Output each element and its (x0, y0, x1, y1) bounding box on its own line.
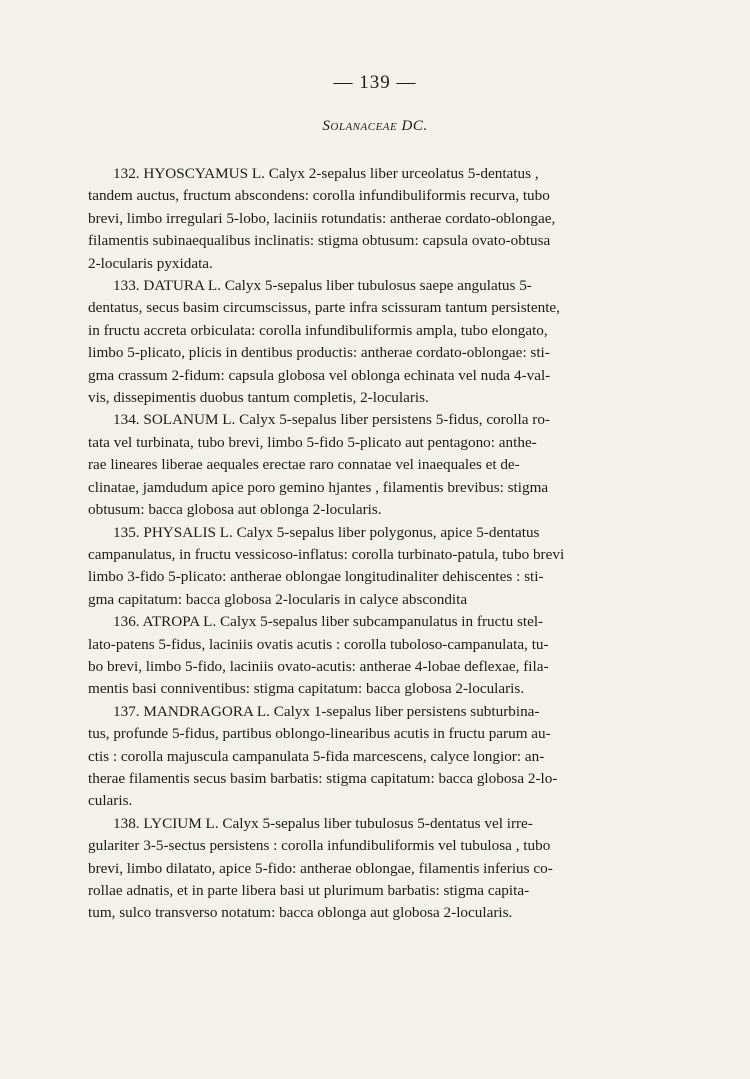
family-heading (0, 118, 750, 135)
page-number: — 139 — (333, 72, 417, 93)
genus-entry-134 (88, 409, 618, 521)
entry-line: tata vel turbinata, tubo brevi, limbo 5-fido 5-plicato aut pentagono: anthe- (88, 433, 537, 451)
entry-line: clinatae, jamdudum apice poro gemino hjantes , filamentis brevibus: stigma (88, 478, 549, 496)
entry-line: 138. LYCIUM L. Calyx 5-sepalus liber tubulosus 5-dentatus vel irre- (113, 814, 533, 832)
genus-entry-137 (88, 701, 618, 813)
genus-entry-138 (88, 813, 618, 925)
genus-entry-132 (88, 163, 618, 275)
entry-line: 134. SOLANUM L. Calyx 5-sepalus liber persistens 5-fidus, corolla ro- (113, 411, 550, 429)
entry-line: limbo 3-fido 5-plicato: antherae oblongae longitudinaliter dehiscentes : sti- (88, 568, 544, 586)
genus-entry-133 (88, 275, 618, 409)
entry-line: ctis : corolla majuscula campanulata 5-fida marcescens, calyce longior: an- (88, 747, 545, 765)
entry-line: cularis. (88, 792, 133, 810)
entry-line: 136. ATROPA L. Calyx 5-sepalus liber subcampanulatus in fructu stel- (113, 613, 544, 631)
entry-line: rollae adnatis, et in parte libera basi ut plurimum barbatis: stigma capita- (88, 882, 530, 899)
entry-line: gma capitatum: bacca globosa 2-locularis in calyce abscondita (88, 590, 468, 608)
genus-entries (88, 163, 618, 925)
entry-line: tus, profunde 5-fidus, partibus oblongo-linearibus acutis in fructu parum au- (88, 725, 551, 743)
entry-line: limbo 5-plicato, plicis in dentibus productis: antherae cordato-oblongae: sti- (88, 344, 550, 362)
entry-line: 135. PHYSALIS L. Calyx 5-sepalus liber polygonus, apice 5-dentatus (113, 523, 540, 541)
entry-line: dentatus, secus basim circumscissus, parte infra scissuram tantum persistente, (88, 299, 560, 317)
entry-line: brevi, limbo irregulari 5-lobo, laciniis rotundatis: antherae cordato-oblongae, (88, 209, 556, 227)
entry-line: rae lineares liberae aequales erectae raro connatae vel inaequales et de- (88, 456, 520, 474)
entry-line: 132. HYOSCYAMUS L. Calyx 2-sepalus liber urceolatus 5-dentatus , (113, 165, 539, 182)
entry-line: lato-patens 5-fidus, laciniis ovatis acutis : corolla tuboloso-campanulata, tu- (88, 635, 549, 653)
entry-line: campanulatus, in fructu vessicoso-inflatus: corolla turbinato-patula, tubo brevi (88, 545, 565, 563)
genus-entry-136 (88, 611, 618, 701)
entry-line: vis, dissepimentis duobus tantum completis, 2-locularis. (88, 389, 429, 407)
entry-line: brevi, limbo dilatato, apice 5-fido: antherae oblongae, filamentis inferius co- (88, 859, 553, 877)
entry-line: bo brevi, limbo 5-fido, laciniis ovato-acutis: antherae 4-lobae deflexae, fila- (88, 657, 549, 675)
family-author: DC. (401, 118, 428, 134)
genus-entry-135 (88, 522, 618, 612)
entry-line: tum, sulco transverso notatum: bacca oblonga aut globosa 2-locularis. (88, 904, 513, 922)
entry-line: filamentis subinaequalibus inclinatis: stigma obtusum: capsula ovato-obtusa (88, 232, 551, 250)
entry-line: 2-locularis pyxidata. (88, 254, 213, 272)
entry-line: gulariter 3-5-sectus persistens : corolla infundibuliformis vel tubulosa , tubo (88, 837, 551, 855)
entry-line: tandem auctus, fructum abscondens: corolla infundibuliformis recurva, tubo (88, 187, 550, 205)
entry-line: mentis basi conniventibus: stigma capitatum: bacca globosa 2-locularis. (88, 680, 525, 698)
family-name: Solanaceae (322, 118, 398, 134)
entry-line: gma crassum 2-fidum: capsula globosa vel oblonga echinata vel nuda 4-val- (88, 366, 551, 384)
entry-line: obtusum: bacca globosa aut oblonga 2-locularis. (88, 501, 382, 519)
entry-line: 137. MANDRAGORA L. Calyx 1-sepalus liber persistens subturbina- (113, 702, 540, 720)
entry-line: therae filamentis secus basim barbatis: stigma capitatum: bacca globosa 2-lo- (88, 769, 558, 787)
entry-line: in fructu accreta orbiculata: corolla infundibuliformis ampla, tubo elongato, (88, 321, 548, 339)
entry-line: 133. DATURA L. Calyx 5-sepalus liber tubulosus saepe angulatus 5- (113, 277, 532, 295)
